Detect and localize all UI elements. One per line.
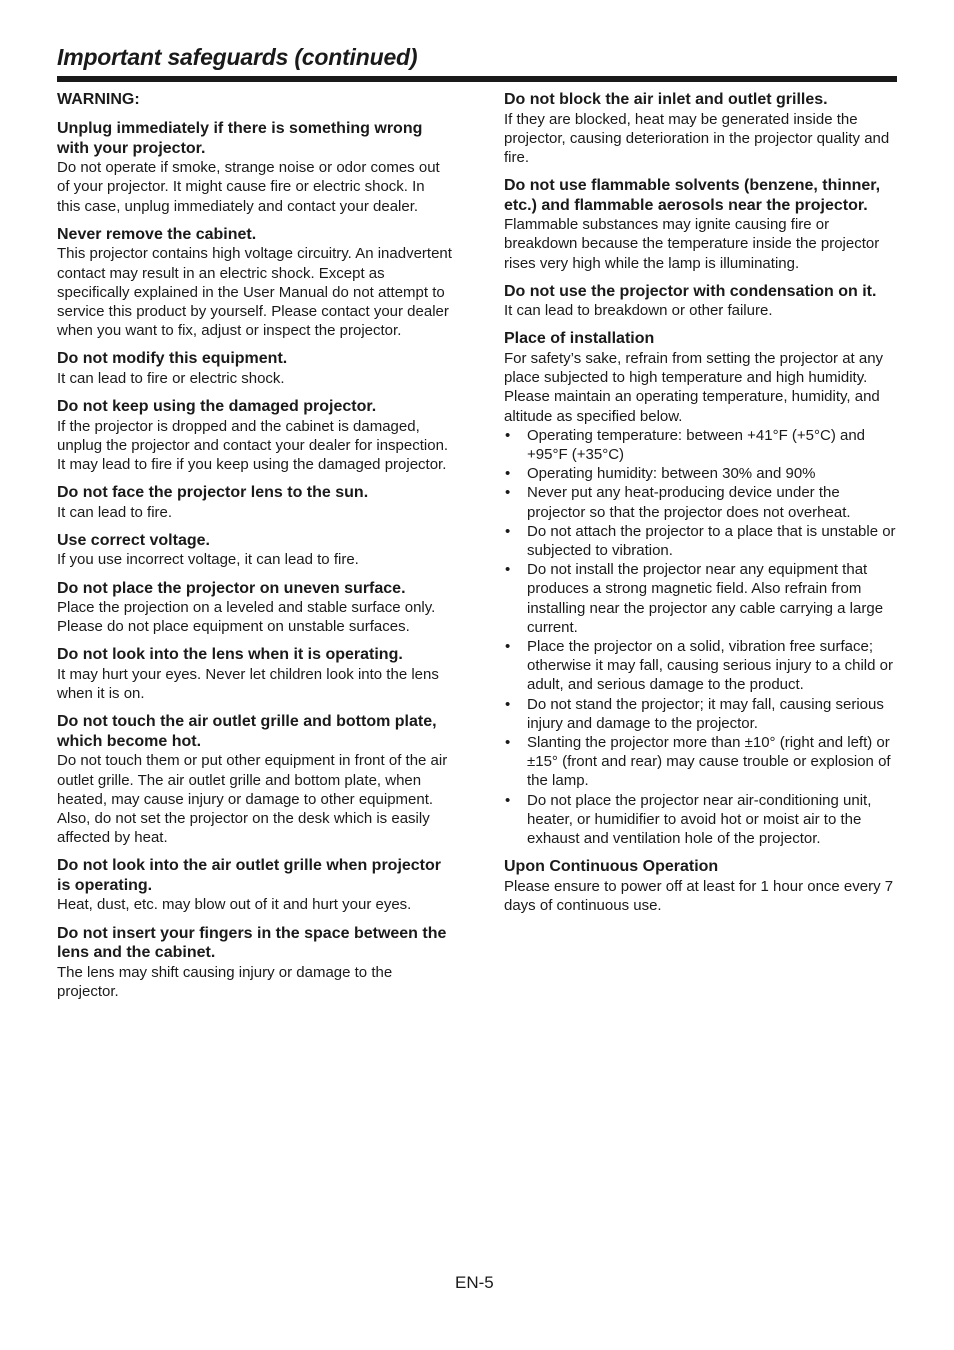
- continuous-operation-section: [504, 857, 900, 915]
- safeguard-section: [57, 397, 452, 474]
- title-rule: [57, 76, 897, 82]
- safeguard-section: [57, 645, 452, 703]
- section-heading: Do not block the air inlet and outlet grilles.: [504, 91, 828, 108]
- section-body: Place the projection on a leveled and stable surface only. Please do not place equipment on unstable surfaces.: [57, 599, 436, 636]
- warning-heading: WARNING:: [57, 91, 140, 108]
- safeguard-section: [57, 531, 452, 570]
- section-heading: Do not face the projector lens to the sun.: [57, 484, 369, 502]
- section-body: If they are blocked, heat may be generated inside the projector, causing deterioration in the projector quality and fire.: [504, 110, 890, 166]
- safeguard-section: [57, 119, 452, 216]
- section-heading: Do not touch the air outlet grille and bottom plate, which become hot.: [57, 713, 437, 750]
- section-body: It can lead to fire or electric shock.: [57, 369, 285, 387]
- section-body: If the projector is dropped and the cabinet is damaged, unplug the projector and contact your dealer for inspection. It may lead to fire if you keep using the damaged projector.: [57, 417, 449, 473]
- list-item: • Do not place the projector near air-conditioning unit, heater, or humidifier to avoid hot or moist air to the exhaust and ventilation hole of the projector.: [504, 791, 900, 849]
- section-heading: Do not keep using the damaged projector.: [57, 398, 377, 416]
- section-body: Heat, dust, etc. may blow out of it and hurt your eyes.: [57, 896, 412, 914]
- list-item: • Operating temperature: between +41°F (+5°C) and +95°F (+35°C): [504, 426, 900, 464]
- safeguard-section: [504, 176, 900, 273]
- page-number: EN-5: [455, 1273, 494, 1292]
- section-body: For safety’s sake, refrain from setting the projector at any place subjected to high temperature and high humidity. Please maintain an operating temperature, humidity, and altitude as specified below.: [504, 349, 884, 425]
- list-item: • Slanting the projector more than ±10° (right and left) or ±15° (front and rear) may cause trouble or explosion of the lamp.: [504, 733, 900, 791]
- safeguard-section: [57, 579, 452, 637]
- list-item: • Never put any heat-producing device under the projector so that the projector does not overheat.: [504, 483, 900, 521]
- section-heading: Do not place the projector on uneven surface.: [57, 579, 406, 597]
- section-heading: Do not use flammable solvents (benzene, thinner, etc.) and flammable aerosols near the projector.: [504, 177, 881, 214]
- section-heading: Do not look into the air outlet grille when projector is operating.: [57, 857, 442, 894]
- section-body: This projector contains high voltage circuitry. An inadvertent contact may result in an electric shock. Except as specifically explained in the User Manual do not attempt to service this product by yourself. Please contact your dealer when you want to fix, adjust or inspect the projector.: [57, 245, 452, 340]
- section-heading: Do not look into the lens when it is operating.: [57, 646, 403, 664]
- section-body: The lens may shift causing injury or damage to the projector.: [57, 963, 393, 1000]
- list-item: • Do not stand the projector; it may fall, causing serious injury and damage to the projector.: [504, 695, 900, 733]
- section-body: If you use incorrect voltage, it can lead to fire.: [57, 551, 359, 569]
- section-body: Do not operate if smoke, strange noise or odor comes out of your projector. It might cause fire or electric shock. In this case, unplug immediately and contact your dealer.: [57, 159, 440, 215]
- safeguard-section: [504, 90, 900, 167]
- safeguard-section: [57, 225, 452, 341]
- installation-section: [504, 329, 900, 848]
- section-body: It can lead to breakdown or other failure.: [504, 302, 773, 320]
- section-body: Do not touch them or put other equipment in front of the air outlet grille. The air outlet grille and bottom plate, when heated, may cause injury or damage to other equipment. Also, do not set the projector on the desk which is easily affected by heat.: [57, 752, 448, 847]
- section-heading: Do not insert your fingers in the space between the lens and the cabinet.: [57, 924, 447, 962]
- right-column: [504, 90, 900, 924]
- section-body: It may hurt your eyes. Never let children look into the lens when it is on.: [57, 665, 439, 703]
- section-heading: Unplug immediately if there is something wrong with your projector.: [57, 120, 423, 157]
- list-item: • Do not attach the projector to a place that is unstable or subjected to vibration.: [504, 522, 900, 560]
- section-heading: Do not use the projector with condensation on it.: [504, 282, 877, 300]
- section-body: Please ensure to power off at least for 1 hour once every 7 days of continuous use.: [504, 877, 894, 914]
- list-item: • Operating humidity: between 30% and 90%: [504, 464, 900, 483]
- left-column: [57, 90, 452, 1010]
- section-heading: Never remove the cabinet.: [57, 225, 257, 243]
- safeguard-section: [57, 349, 452, 388]
- safeguard-section: [504, 282, 900, 321]
- installation-bullet-list: [504, 426, 900, 848]
- safeguard-section: [57, 924, 452, 1001]
- page-title: Important safeguards (continued): [57, 44, 418, 70]
- section-heading: Use correct voltage.: [57, 531, 210, 549]
- section-body: It can lead to fire.: [57, 503, 173, 521]
- section-heading: Upon Continuous Operation: [504, 858, 719, 876]
- safeguard-section: [57, 483, 452, 522]
- safeguard-section: [57, 712, 452, 847]
- list-item: • Place the projector on a solid, vibration free surface; otherwise it may fall, causing serious injury to a child or adult, and serious damage to the product.: [504, 637, 900, 695]
- section-body: Flammable substances may ignite causing fire or breakdown because the temperature inside the projector rises very high while the lamp is illuminating.: [504, 216, 880, 272]
- safeguard-section: [57, 856, 452, 914]
- section-heading: Do not modify this equipment.: [57, 350, 288, 368]
- list-item: • Do not install the projector near any equipment that produces a strong magnetic field. Also refrain from installing near the projector any cable carrying a large current.: [504, 560, 900, 637]
- section-heading: Place of installation: [504, 330, 655, 348]
